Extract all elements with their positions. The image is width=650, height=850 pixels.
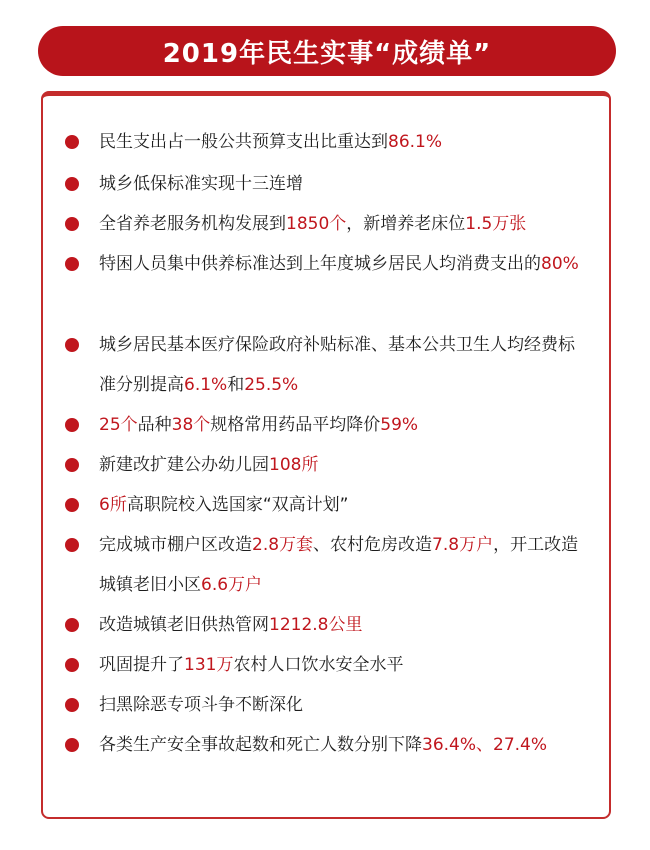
item-text-segment: 高职院校入选国家“双高计划”	[126, 495, 349, 515]
list-item	[65, 725, 585, 765]
highlight-figure: 38个	[171, 415, 211, 435]
bullet-dot-icon	[65, 418, 79, 432]
list-item-text	[99, 325, 585, 405]
item-text-segment: 完成城市棚户区改造	[99, 535, 252, 555]
item-text-segment: 特困人员集中供养标准达到上年度城乡居民人均消费支出的	[99, 254, 541, 274]
bullet-dot-icon	[65, 177, 79, 191]
item-text-segment: 巩固提升了	[99, 655, 184, 675]
list-item-text	[99, 164, 585, 204]
list-item-text	[99, 244, 585, 284]
list-item	[65, 325, 585, 405]
highlight-figure: 86.1%	[388, 132, 443, 152]
item-text-segment: ，新增养老床位	[346, 214, 466, 234]
item-text-segment: 品种	[137, 415, 172, 435]
highlight-figure: 、27.4%	[476, 735, 548, 755]
bullet-dot-icon	[65, 458, 79, 472]
bullet-dot-icon	[65, 135, 79, 149]
item-text-segment: 扫黑除恶专项斗争不断深化	[99, 695, 303, 715]
list-item	[65, 645, 585, 685]
highlight-figure: 6所	[99, 495, 127, 515]
item-text-segment: 新建改扩建公办幼儿园	[99, 455, 269, 475]
highlight-figure: 36.4%	[422, 735, 477, 755]
highlight-figure: 25.5%	[244, 375, 299, 395]
highlight-figure: 2.8万套	[252, 535, 314, 555]
bullet-dot-icon	[65, 738, 79, 752]
list-item	[65, 485, 585, 525]
highlight-figure: 6.6万户	[201, 575, 263, 595]
highlight-figure: 6.1%	[184, 375, 228, 395]
bullet-dot-icon	[65, 698, 79, 712]
highlight-figure: 131万	[184, 655, 234, 675]
highlight-figure: 1212.8公里	[269, 615, 363, 635]
item-text-segment: 改造城镇老旧供热管网	[99, 615, 269, 635]
page-title: 2019年民生实事“成绩单”	[162, 38, 492, 69]
highlight-figure: 25个	[99, 415, 138, 435]
highlight-figure: 7.8万户	[432, 535, 494, 555]
item-text-segment: 、农村危房改造	[313, 535, 433, 555]
list-item	[65, 204, 585, 244]
list-item-text	[99, 204, 585, 244]
list-item	[65, 405, 585, 445]
list-item	[65, 605, 585, 645]
bullet-dot-icon	[65, 217, 79, 231]
list-item	[65, 525, 585, 605]
title-banner	[38, 26, 616, 76]
list-item-text	[99, 405, 585, 445]
list-item-text	[99, 122, 585, 162]
list-item	[65, 244, 585, 284]
list-item-text	[99, 725, 585, 765]
item-text-segment: 农村人口饮水安全水平	[233, 655, 404, 675]
achievements-card	[41, 91, 611, 819]
item-text-segment: 城乡居民基本医疗保险政府补贴标准、基本公共卫生人均经费标准分别提高	[99, 335, 575, 395]
item-text-segment: 民生支出占一般公共预算支出比重达到	[99, 132, 388, 152]
item-text-segment: 全省养老服务机构发展到	[99, 214, 286, 234]
item-text-segment: 规格常用药品平均降价	[210, 415, 381, 435]
list-item-text	[99, 605, 585, 645]
list-item-text	[99, 445, 585, 485]
list-item	[65, 164, 585, 204]
list-item	[65, 445, 585, 485]
highlight-figure: 108所	[269, 455, 319, 475]
bullet-dot-icon	[65, 618, 79, 632]
highlight-figure: 80%	[541, 254, 579, 274]
highlight-figure: 1.5万张	[465, 214, 527, 234]
bullet-dot-icon	[65, 257, 79, 271]
bullet-dot-icon	[65, 338, 79, 352]
list-item-text	[99, 645, 585, 685]
list-item	[65, 122, 585, 162]
item-text-segment: ，开工改造城镇老旧小区	[99, 535, 579, 595]
list-item-text	[99, 485, 585, 525]
highlight-figure: 1850个	[286, 214, 347, 234]
list-item-text	[99, 685, 585, 725]
bullet-dot-icon	[65, 658, 79, 672]
item-text-segment: 城乡低保标准实现十三连增	[99, 174, 303, 194]
item-text-segment: 各类生产安全事故起数和死亡人数分别下降	[99, 735, 422, 755]
bullet-dot-icon	[65, 498, 79, 512]
highlight-figure: 59%	[380, 415, 419, 435]
item-text-segment: 和	[227, 375, 245, 395]
bullet-dot-icon	[65, 538, 79, 552]
list-item	[65, 685, 585, 725]
list-item-text	[99, 525, 585, 605]
